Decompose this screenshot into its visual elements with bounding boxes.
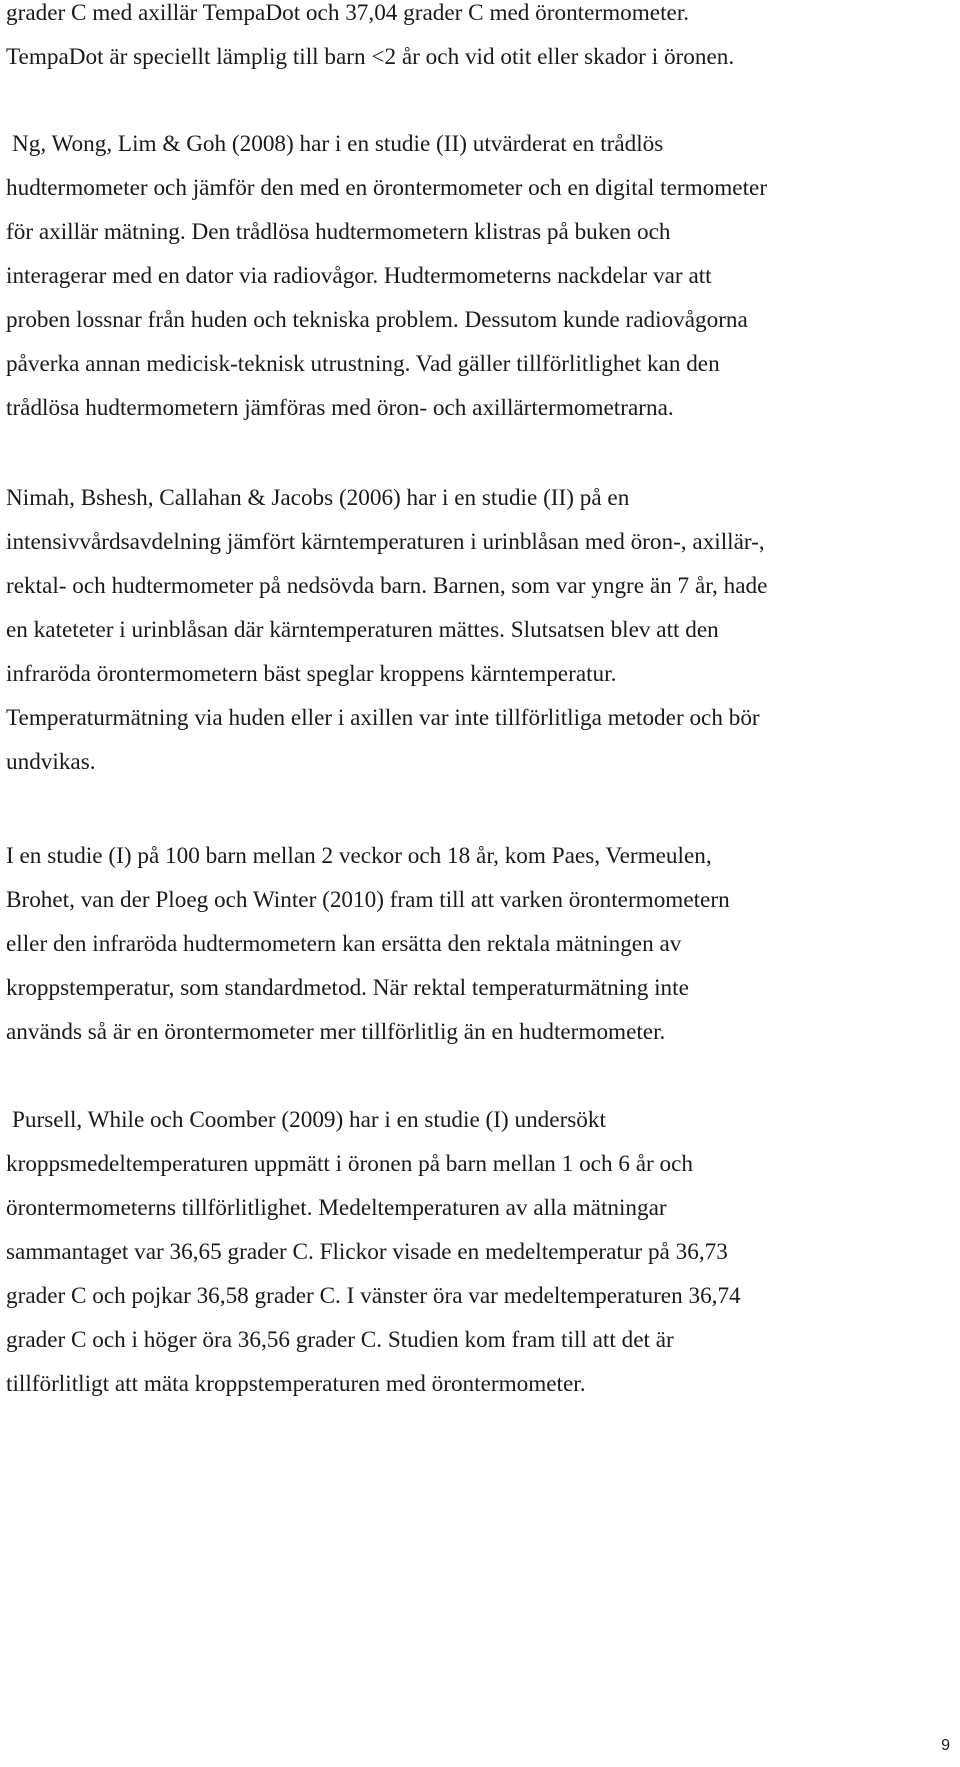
- text-line: påverka annan medicisk-teknisk utrustning. Vad gäller tillförlitlighet kan den: [6, 351, 720, 377]
- text-line: Nimah, Bshesh, Callahan & Jacobs (2006) har i en studie (II) på en: [6, 485, 630, 511]
- text-line: örontermometerns tillförlitlighet. Medeltemperaturen av alla mätningar: [6, 1195, 667, 1221]
- text-line: en kateteter i urinblåsan där kärntemperaturen mättes. Slutsatsen blev att den: [6, 617, 719, 643]
- text-line: Ng, Wong, Lim & Goh (2008) har i en studie (II) utvärderat en trådlös: [12, 131, 664, 157]
- text-line: infraröda örontermometern bäst speglar kroppens kärntemperatur.: [6, 661, 617, 687]
- text-line: undvikas.: [6, 749, 96, 775]
- text-line: kroppstemperatur, som standardmetod. När rektal temperaturmätning inte: [6, 975, 689, 1001]
- text-line: används så är en örontermometer mer tillförlitlig än en hudtermometer.: [6, 1019, 666, 1045]
- text-line: I en studie (I) på 100 barn mellan 2 veckor och 18 år, kom Paes, Vermeulen,: [6, 843, 712, 869]
- paragraph-tempadot: [6, 0, 946, 79]
- text-line: intensivvårdsavdelning jämfört kärntemperaturen i urinblåsan med öron-, axillär-,: [6, 529, 765, 555]
- paragraph-pursell: [6, 1098, 952, 1406]
- text-line: Temperaturmätning via huden eller i axillen var inte tillförlitliga metoder och bör: [6, 705, 760, 731]
- text-line: proben lossnar från huden och tekniska problem. Dessutom kunde radiovågorna: [6, 307, 748, 333]
- text-line: eller den infraröda hudtermometern kan ersätta den rektala mätningen av: [6, 931, 682, 957]
- paragraph-ng-wong: [6, 122, 952, 430]
- paragraph-nimah: [6, 476, 946, 784]
- text-line: TempaDot är speciellt lämplig till barn <2 år och vid otit eller skador i öronen.: [6, 44, 735, 70]
- text-line: grader C och pojkar 36,58 grader C. I vänster öra var medeltemperaturen 36,74: [6, 1283, 741, 1309]
- text-line: grader C med axillär TempaDot och 37,04 grader C med örontermometer.: [6, 0, 690, 26]
- text-line: trådlösa hudtermometern jämföras med öron- och axillärtermometrarna.: [6, 395, 674, 421]
- text-line: för axillär mätning. Den trådlösa hudtermometern klistras på buken och: [6, 219, 671, 245]
- text-line: hudtermometer och jämför den med en örontermometer och en digital termometer: [6, 175, 768, 201]
- text-line: interagerar med en dator via radiovågor. Hudtermometerns nackdelar var att: [6, 263, 712, 289]
- text-line: sammantaget var 36,65 grader C. Flickor visade en medeltemperatur på 36,73: [6, 1239, 728, 1265]
- text-line: kroppsmedeltemperaturen uppmätt i öronen på barn mellan 1 och 6 år och: [6, 1151, 694, 1177]
- paragraph-paes: [6, 834, 946, 1054]
- page-number: 9: [941, 1737, 950, 1754]
- text-line: tillförlitligt att mäta kroppstemperaturen med örontermometer.: [6, 1371, 586, 1397]
- text-line: Brohet, van der Ploeg och Winter (2010) fram till att varken örontermometern: [6, 887, 730, 913]
- text-line: rektal- och hudtermometer på nedsövda barn. Barnen, som var yngre än 7 år, hade: [6, 573, 768, 599]
- text-line: grader C och i höger öra 36,56 grader C. Studien kom fram till att det är: [6, 1327, 674, 1353]
- text-line: Pursell, While och Coomber (2009) har i en studie (I) undersökt: [12, 1107, 606, 1133]
